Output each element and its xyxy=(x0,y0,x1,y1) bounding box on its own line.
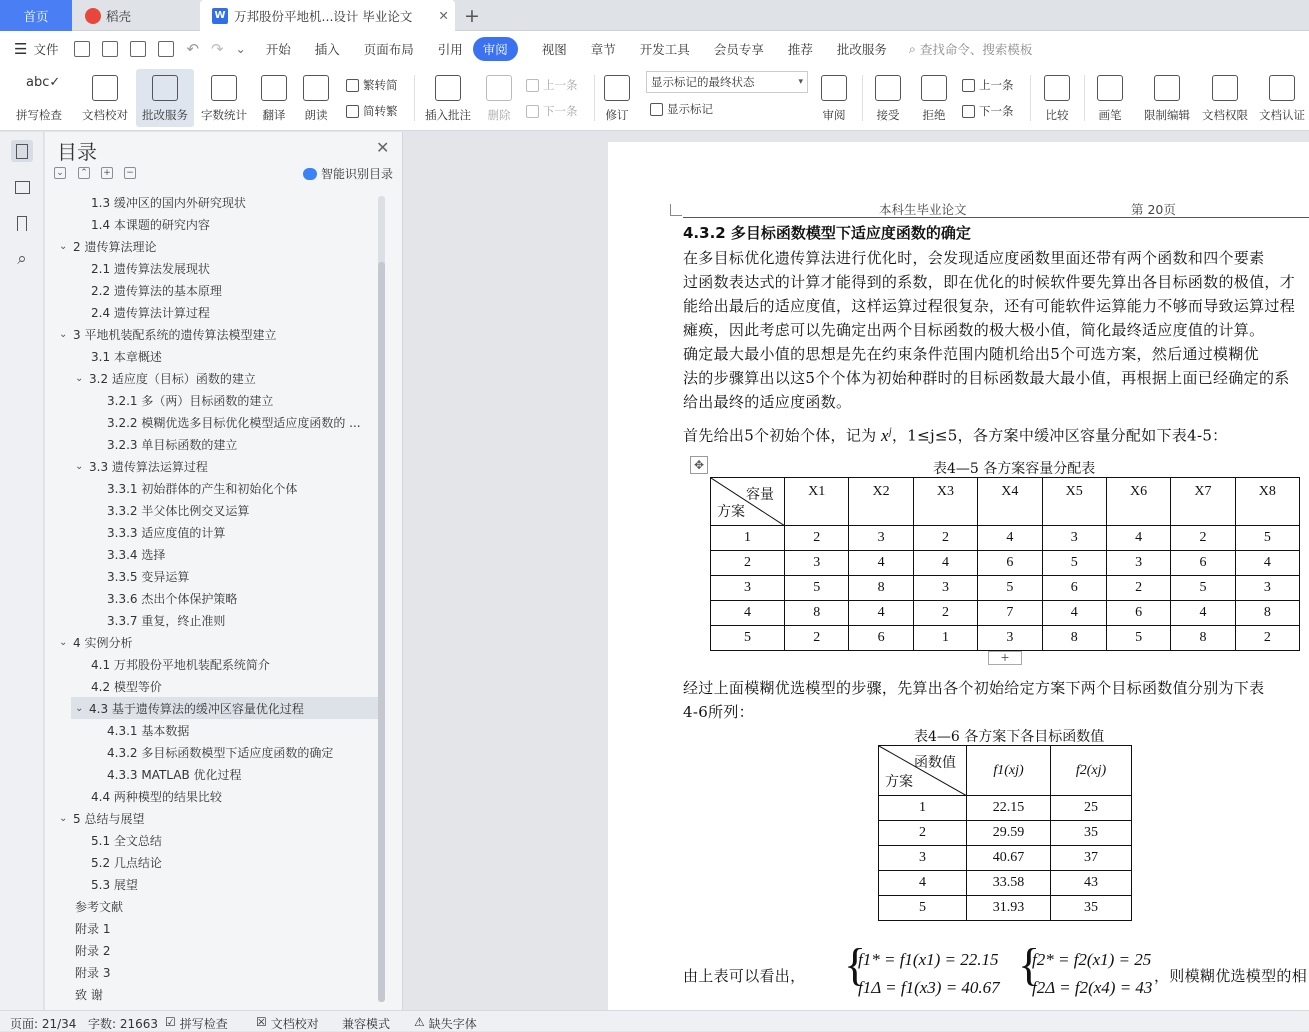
brace-icon: { xyxy=(1018,939,1041,990)
table-cell[interactable]: 4 xyxy=(849,551,913,576)
review-pane-button[interactable]: 审阅 xyxy=(814,69,854,127)
table-cell[interactable]: 2 xyxy=(711,551,785,576)
table-cell[interactable]: 22.15 xyxy=(967,796,1051,821)
menu-tab-10[interactable]: 批改服务 xyxy=(836,42,887,57)
column-header[interactable]: X2 xyxy=(849,478,913,526)
pen-button[interactable]: 画笔 xyxy=(1090,69,1130,127)
show-markup-icon xyxy=(650,103,663,116)
table-cell[interactable]: 1 xyxy=(913,626,977,651)
table-caption: 表4—6 各方案下各目标函数值 xyxy=(914,729,1105,745)
table-cell[interactable]: 6 xyxy=(1042,576,1106,601)
page-header xyxy=(683,194,1309,218)
toc-item[interactable]: 1.3 缓冲区的国内外研究现状 xyxy=(91,195,246,210)
column-header[interactable]: X6 xyxy=(1106,478,1170,526)
translate-button[interactable]: 翻译 xyxy=(254,69,294,127)
next-change-icon xyxy=(962,105,975,118)
table-cell[interactable]: 4 xyxy=(1042,601,1106,626)
toc-item[interactable]: 致 谢 xyxy=(75,987,103,1002)
menu-tab-7[interactable]: 开发工具 xyxy=(639,42,690,57)
toc-item[interactable]: 3.3.3 适应度值的计算 xyxy=(107,525,226,540)
toc-list xyxy=(45,191,385,1006)
table-cell[interactable]: 2 xyxy=(879,821,967,846)
document-check-icon xyxy=(92,75,118,101)
insert-comment-button[interactable]: 插入批注 xyxy=(420,69,476,127)
table-cell[interactable]: 3 xyxy=(785,551,849,576)
column-header[interactable]: X7 xyxy=(1171,478,1235,526)
toc-item[interactable]: 4.4 两种模型的结果比较 xyxy=(91,789,222,804)
quick-access-toolbar xyxy=(74,40,245,58)
prev-change-icon xyxy=(962,79,975,92)
column-header[interactable]: X3 xyxy=(913,478,977,526)
table-cell[interactable]: 6 xyxy=(1106,601,1170,626)
chapter-nav-icon[interactable] xyxy=(11,176,33,198)
table-cell[interactable]: 5 xyxy=(1235,526,1299,551)
undo-icon[interactable]: ↶ xyxy=(186,40,200,58)
restrict-edit-button[interactable]: 限制编辑 xyxy=(1140,69,1194,127)
table-cell[interactable]: 5 xyxy=(1106,626,1170,651)
menu-tab-0[interactable]: 开始 xyxy=(265,42,291,57)
remove-heading-icon[interactable]: − xyxy=(124,167,136,179)
toc-item[interactable]: 3.3.1 初始群体的产生和初始化个体 xyxy=(107,481,298,496)
comment-plus-icon xyxy=(435,75,461,101)
table-row xyxy=(879,796,1132,821)
toc-item[interactable]: 1.4 本课题的研究内容 xyxy=(91,217,210,232)
chevron-down-icon[interactable]: ⌄ xyxy=(75,372,84,384)
table-cell[interactable]: 5 xyxy=(785,576,849,601)
table-cell[interactable]: 6 xyxy=(849,626,913,651)
doc-cert-icon xyxy=(1269,75,1295,101)
chevron-down-icon: ▾ xyxy=(798,77,803,87)
file-menu[interactable]: ☰ 文件 xyxy=(14,40,59,58)
equation: f1Δ = f1(x3) = 40.67 xyxy=(858,978,1000,997)
simplified-to-traditional-button[interactable]: 简转繁 xyxy=(346,100,398,122)
table-row xyxy=(879,871,1132,896)
objective-values-table[interactable] xyxy=(878,745,1132,921)
table-cell[interactable]: 40.67 xyxy=(967,846,1051,871)
compare-button[interactable]: 比较 xyxy=(1036,69,1078,127)
missing-font-button[interactable]: ⚠ 缺失字体 xyxy=(414,1015,477,1031)
accept-button[interactable]: 接受 xyxy=(868,69,908,127)
table-cell[interactable]: 4 xyxy=(1171,601,1235,626)
paragraph-line: 瘫痪，因此考虑可以先确定出两个目标函数的极大极小值，简化最终适应度值的计算。 xyxy=(683,321,1265,339)
paragraph-line: ，则模糊优选模型的相 xyxy=(1154,967,1308,985)
toc-item[interactable]: 附录 1 xyxy=(75,921,111,936)
word-count[interactable]: 字数: 21663 xyxy=(88,1017,159,1031)
toc-panel xyxy=(45,132,403,1010)
toc-item[interactable]: 2.4 遗传算法计算过程 xyxy=(91,305,210,320)
search-icon[interactable]: ⌕ xyxy=(17,249,27,269)
save-icon[interactable] xyxy=(74,41,90,57)
toc-item[interactable]: 3.1 本章概述 xyxy=(91,349,162,364)
menu-tab-2[interactable]: 页面布局 xyxy=(363,42,414,57)
review-pane-icon xyxy=(821,75,847,101)
spell-check-toggle[interactable]: ☑ 拼写检查 xyxy=(165,1015,228,1031)
table-cell[interactable]: 3 xyxy=(1042,526,1106,551)
equation: f1* = f1(x1) = 22.15 xyxy=(858,950,999,969)
prev-comment-icon xyxy=(526,79,539,92)
table-cell[interactable]: 4 xyxy=(879,871,967,896)
table-cell[interactable]: 4 xyxy=(1235,551,1299,576)
table-cell[interactable]: 2 xyxy=(1235,626,1299,651)
table-corner-cell[interactable]: 容量 方案 xyxy=(711,478,785,526)
column-header[interactable]: X4 xyxy=(978,478,1042,526)
menu-tab-5[interactable]: 视图 xyxy=(541,42,567,57)
table-cell[interactable]: 3 xyxy=(913,576,977,601)
header-page-number: 第 20页 xyxy=(1131,202,1176,217)
table-cell[interactable]: 2 xyxy=(1106,576,1170,601)
table-cell[interactable]: 5 xyxy=(978,576,1042,601)
table-cell[interactable]: 3 xyxy=(711,576,785,601)
toc-item[interactable]: 3.3.5 变异运算 xyxy=(107,569,190,584)
divider xyxy=(1084,75,1085,121)
trad-simp-icon xyxy=(346,79,359,92)
read-aloud-icon xyxy=(303,75,329,101)
paragraph-line: 确定最大最小值的思想是先在约束条件范围内随机给出5个可选方案，然后通过模糊优 xyxy=(683,345,1259,363)
table-cell[interactable]: 37 xyxy=(1051,846,1132,871)
table-cell[interactable]: 4 xyxy=(711,601,785,626)
toc-scrollbar-thumb[interactable] xyxy=(378,262,385,1002)
toc-item[interactable]: 4.2 模型等价 xyxy=(91,679,162,694)
toc-item[interactable]: 3.3.7 重复，终止准则 xyxy=(107,613,226,628)
table-cell[interactable]: 3 xyxy=(849,526,913,551)
print-icon[interactable] xyxy=(130,41,146,57)
toc-item[interactable]: 4.3.2 多目标函数模型下适应度函数的确定 xyxy=(107,745,334,760)
toc-item[interactable]: ⌄ 3.2 适应度（目标）函数的建立 xyxy=(75,371,256,386)
table-move-handle-icon[interactable]: ✥ xyxy=(690,456,708,474)
prev-comment-button[interactable]: 上一条 xyxy=(526,74,578,96)
menu-tab-9[interactable]: 推荐 xyxy=(787,42,813,57)
collapse-all-icon[interactable]: ⌄ xyxy=(54,167,66,179)
paragraph-line: 首先给出5个初始个体，记为 $x^j$，1≤j≤5，各方案中缓冲区容量分配如下表4-5： xyxy=(683,425,1228,445)
toc-item[interactable]: ⌄ 2 遗传算法理论 xyxy=(59,239,157,254)
compare-icon xyxy=(1044,75,1070,101)
paragraph-line: 经过上面模糊优选模型的步骤，先算出各个初始给定方案下两个目标函数值分别为下表 xyxy=(683,679,1265,697)
lock-doc-icon xyxy=(1154,75,1180,101)
table-cell[interactable]: 2 xyxy=(785,626,849,651)
proofread-toggle[interactable]: ☒ 文档校对 xyxy=(256,1015,319,1031)
menu-tab-6[interactable]: 章节 xyxy=(590,42,616,57)
proofread-icon: ☒ xyxy=(256,1015,267,1029)
smart-toc-button[interactable]: 智能识别目录 xyxy=(303,165,393,182)
add-heading-icon[interactable]: + xyxy=(101,167,113,179)
divider xyxy=(1030,75,1031,121)
table-row xyxy=(879,821,1132,846)
side-toolstrip xyxy=(0,132,44,1010)
chevron-down-icon[interactable]: ⌄ xyxy=(59,812,68,824)
document-page[interactable] xyxy=(608,142,1309,1010)
paragraph-line: 给出最终的适应度函数。 xyxy=(683,393,852,411)
header-title: 本科生毕业论文 xyxy=(879,202,967,217)
next-comment-button[interactable]: 下一条 xyxy=(526,100,578,122)
font-warning-icon: ⚠ xyxy=(414,1015,425,1029)
tab-daoke[interactable]: 稻壳 xyxy=(73,0,198,31)
table-caption: 表4—5 各方案容量分配表 xyxy=(933,461,1096,477)
table-row xyxy=(711,626,1300,651)
tab-document[interactable]: W 万邦股份平地机...设计 毕业论文 ✕ xyxy=(200,0,455,31)
doc-rights-icon xyxy=(1212,75,1238,101)
divider xyxy=(862,75,863,121)
traditional-to-simplified-button[interactable]: 繁转简 xyxy=(346,74,398,96)
table-row xyxy=(879,846,1132,871)
show-markup-button[interactable]: 显示标记 xyxy=(650,98,713,120)
brace-icon: { xyxy=(844,939,867,990)
table-row xyxy=(879,896,1132,921)
column-header[interactable]: X1 xyxy=(785,478,849,526)
table-cell[interactable]: 5 xyxy=(879,896,967,921)
page-indicator[interactable]: 页面: 21/34 xyxy=(10,1017,77,1031)
table-corner-cell[interactable]: 函数值 方案 xyxy=(879,746,967,796)
menu-tab-3[interactable]: 引用 xyxy=(437,42,463,57)
toc-item[interactable]: 4.3.1 基本数据 xyxy=(107,723,190,738)
table-cell[interactable]: 3 xyxy=(1235,576,1299,601)
new-tab-button[interactable]: + xyxy=(464,4,480,27)
toc-panel-icon[interactable] xyxy=(11,140,33,162)
spell-check-icon: abc✓ xyxy=(26,75,61,90)
checkbox-icon: ☑ xyxy=(165,1015,176,1029)
toc-item[interactable]: 2.2 遗传算法的基本原理 xyxy=(91,283,222,298)
table-cell[interactable]: 43 xyxy=(1051,871,1132,896)
menu-tabs xyxy=(266,31,887,67)
toc-item[interactable]: ⌄ 4 实例分析 xyxy=(59,635,133,650)
table-cell[interactable]: 33.58 xyxy=(967,871,1051,896)
proofread-button[interactable]: 文档校对 xyxy=(76,69,134,127)
chevron-down-icon[interactable]: ⌄ xyxy=(59,240,68,252)
redo-icon[interactable]: ↷ xyxy=(211,40,224,58)
document-canvas[interactable] xyxy=(404,132,1309,1010)
toc-item[interactable]: 3.2.1 多（两）目标函数的建立 xyxy=(107,393,274,408)
column-header[interactable]: f1(xj) xyxy=(967,746,1051,796)
review-service-icon xyxy=(152,75,178,101)
table-cell[interactable]: 35 xyxy=(1051,896,1132,921)
toc-item[interactable]: 附录 2 xyxy=(75,943,111,958)
toc-item[interactable]: ⌄ 3.3 遗传算法运算过程 xyxy=(75,459,208,474)
search-box[interactable]: ⌕ 查找命令、搜索模板 xyxy=(908,41,1033,57)
wps-writer-icon: W xyxy=(212,8,228,24)
table-cell[interactable]: 4 xyxy=(849,601,913,626)
table-cell[interactable]: 6 xyxy=(1171,551,1235,576)
table-row xyxy=(711,576,1300,601)
toc-item[interactable]: ⌄ 3 平地机装配系统的遗传算法模型建立 xyxy=(59,327,277,342)
section-heading: 4.3.2 多目标函数模型下适应度函数的确定 xyxy=(683,224,971,242)
simp-trad-icon xyxy=(346,105,359,118)
paragraph-line: 能给出最后的适应度值，这样运算过程很复杂，还有可能软件运算能力不够而导致运算过程 xyxy=(683,297,1296,315)
table-cell[interactable]: 2 xyxy=(913,526,977,551)
table-cell[interactable]: 6 xyxy=(978,551,1042,576)
ribbon-toolbar xyxy=(0,67,1309,131)
bookmark-icon[interactable] xyxy=(11,212,33,234)
table-cell[interactable]: 31.93 xyxy=(967,896,1051,921)
toc-item[interactable]: 3.3.6 杰出个体保护策略 xyxy=(107,591,238,606)
table-cell[interactable]: 5 xyxy=(1042,551,1106,576)
toc-item[interactable]: 3.3.2 半父体比例交叉运算 xyxy=(107,503,250,518)
table-cell[interactable]: 29.59 xyxy=(967,821,1051,846)
capacity-table[interactable] xyxy=(710,477,1300,651)
daoke-logo-icon xyxy=(85,8,101,24)
toc-item[interactable]: 4.1 万邦股份平地机装配系统简介 xyxy=(91,657,270,672)
toc-item[interactable]: 4.3.3 MATLAB 优化过程 xyxy=(107,767,242,782)
table-cell[interactable]: 4 xyxy=(1106,526,1170,551)
equation: f2Δ = f2(x4) = 43 xyxy=(1032,978,1153,997)
more-chevron-icon[interactable]: ⌄ xyxy=(235,42,246,56)
table-cell[interactable]: 25 xyxy=(1051,796,1132,821)
column-header[interactable]: f2(xj) xyxy=(1051,746,1132,796)
next-comment-icon xyxy=(526,105,539,118)
menu-tab-4[interactable]: 审阅 xyxy=(473,31,518,67)
toc-item[interactable]: 3.2.3 单目标函数的建立 xyxy=(107,437,238,452)
table-cell[interactable]: 2 xyxy=(785,526,849,551)
table-cell[interactable]: 2 xyxy=(1171,526,1235,551)
paragraph-line: 在多目标优化遗传算法进行优化时，会发现适应度函数里面还带有两个函数和四个要素 xyxy=(683,249,1265,267)
chevron-down-icon[interactable]: ⌄ xyxy=(75,460,84,472)
equation: f2* = f2(x1) = 25 xyxy=(1032,950,1152,969)
markup-state-select[interactable]: 显示标记的最终状态 ▾ xyxy=(646,71,808,93)
track-changes-icon xyxy=(604,75,630,101)
table-cell[interactable]: 4 xyxy=(978,526,1042,551)
column-header[interactable]: X8 xyxy=(1235,478,1299,526)
word-count-button[interactable]: 字数统计 xyxy=(196,69,252,127)
table-cell[interactable]: 5 xyxy=(711,626,785,651)
margin-marker xyxy=(670,204,682,216)
paragraph-line: 法的步骤算出以这5个个体为初始种群时的目标函数最大最小值，再根据上面已经确定的系 xyxy=(683,369,1290,387)
table-cell[interactable]: 3 xyxy=(879,846,967,871)
paragraph-line: 过函数表达式的计算才能得到的系数，即在优化的时候软件要先算出各目标函数的极值，才 xyxy=(683,273,1296,291)
comment-delete-icon xyxy=(486,75,512,101)
toc-item[interactable]: 3.2.2 模糊优选多目标优化模型适应度函数的 ... xyxy=(107,415,361,430)
next-change-button[interactable]: 下一条 xyxy=(962,100,1014,122)
read-aloud-button[interactable]: 朗读 xyxy=(298,69,334,127)
table-cell[interactable]: 8 xyxy=(1042,626,1106,651)
table-cell[interactable]: 3 xyxy=(978,626,1042,651)
reject-icon xyxy=(921,75,947,101)
doc-cert-button[interactable]: 文档认证 xyxy=(1256,69,1308,127)
toc-title: 目录 xyxy=(57,140,97,164)
table-cell[interactable]: 7 xyxy=(978,601,1042,626)
table-cell[interactable]: 3 xyxy=(1106,551,1170,576)
translate-icon xyxy=(261,75,287,101)
table-cell[interactable]: 2 xyxy=(913,601,977,626)
table-cell[interactable]: 4 xyxy=(913,551,977,576)
column-header[interactable]: X5 xyxy=(1042,478,1106,526)
reject-button[interactable]: 拒绝 xyxy=(912,69,956,127)
divider xyxy=(414,75,415,121)
table-cell[interactable]: 5 xyxy=(1171,576,1235,601)
table-cell[interactable]: 1 xyxy=(879,796,967,821)
compat-mode: 兼容模式 xyxy=(342,1017,391,1031)
review-service-button[interactable]: 批改服务 xyxy=(136,69,194,127)
toc-item[interactable]: 参考文献 xyxy=(75,899,124,914)
table-cell[interactable]: 35 xyxy=(1051,821,1132,846)
toc-item[interactable]: 2.1 遗传算法发展现状 xyxy=(91,261,210,276)
table-row xyxy=(711,526,1300,551)
hamburger-icon: ☰ xyxy=(14,40,28,58)
tab-bar xyxy=(0,0,1309,31)
accept-icon xyxy=(875,75,901,101)
status-bar xyxy=(0,1010,1309,1031)
spell-check-button[interactable]: abc✓ 拼写检查 xyxy=(16,75,62,122)
close-icon[interactable]: ✕ xyxy=(438,8,449,23)
menu-bar xyxy=(0,31,1309,67)
paragraph-line: 由上表可以看出， xyxy=(683,967,806,985)
word-count-icon xyxy=(211,75,237,101)
table-row xyxy=(711,601,1300,626)
expand-icon[interactable]: ⌃ xyxy=(78,167,90,179)
track-changes-button[interactable]: 修订 xyxy=(598,69,636,127)
export-icon[interactable] xyxy=(102,41,118,57)
toc-item[interactable]: 附录 3 xyxy=(75,965,111,980)
toc-item[interactable]: 5.2 几点结论 xyxy=(91,855,162,870)
print-preview-icon[interactable] xyxy=(158,41,174,57)
toc-item[interactable]: 3.3.4 选择 xyxy=(107,547,166,562)
table-cell[interactable]: 8 xyxy=(849,576,913,601)
table-cell[interactable]: 8 xyxy=(1171,626,1235,651)
table-cell[interactable]: 8 xyxy=(1235,601,1299,626)
chevron-down-icon[interactable]: ⌄ xyxy=(59,328,68,340)
prev-change-button[interactable]: 上一条 xyxy=(962,74,1014,96)
chevron-down-icon[interactable]: ⌄ xyxy=(75,702,84,714)
menu-tab-8[interactable]: 会员专享 xyxy=(713,42,764,57)
toc-item[interactable]: 5.1 全文总结 xyxy=(91,833,162,848)
search-icon: ⌕ xyxy=(908,41,916,56)
delete-comment-button[interactable]: 删除 xyxy=(480,69,518,127)
chevron-down-icon[interactable]: ⌄ xyxy=(59,636,68,648)
divider xyxy=(594,75,595,121)
smart-toc-icon xyxy=(303,168,317,180)
menu-tab-1[interactable]: 插入 xyxy=(314,42,340,57)
table-cell[interactable]: 1 xyxy=(711,526,785,551)
table-cell[interactable]: 8 xyxy=(785,601,849,626)
toc-item[interactable]: ⌄ 5 总结与展望 xyxy=(59,811,145,826)
add-row-button[interactable]: + xyxy=(988,651,1022,665)
pen-icon xyxy=(1097,75,1123,101)
toc-item[interactable]: 5.3 展望 xyxy=(91,877,138,892)
table-row xyxy=(711,551,1300,576)
close-icon[interactable]: ✕ xyxy=(376,138,390,157)
paragraph-line: 4-6所列： xyxy=(683,703,754,721)
doc-rights-button[interactable]: 文档权限 xyxy=(1198,69,1252,127)
toc-item[interactable]: ⌄ 4.3 基于遗传算法的缓冲区容量优化过程 xyxy=(71,697,379,719)
tab-home[interactable]: 首页 xyxy=(0,0,72,31)
